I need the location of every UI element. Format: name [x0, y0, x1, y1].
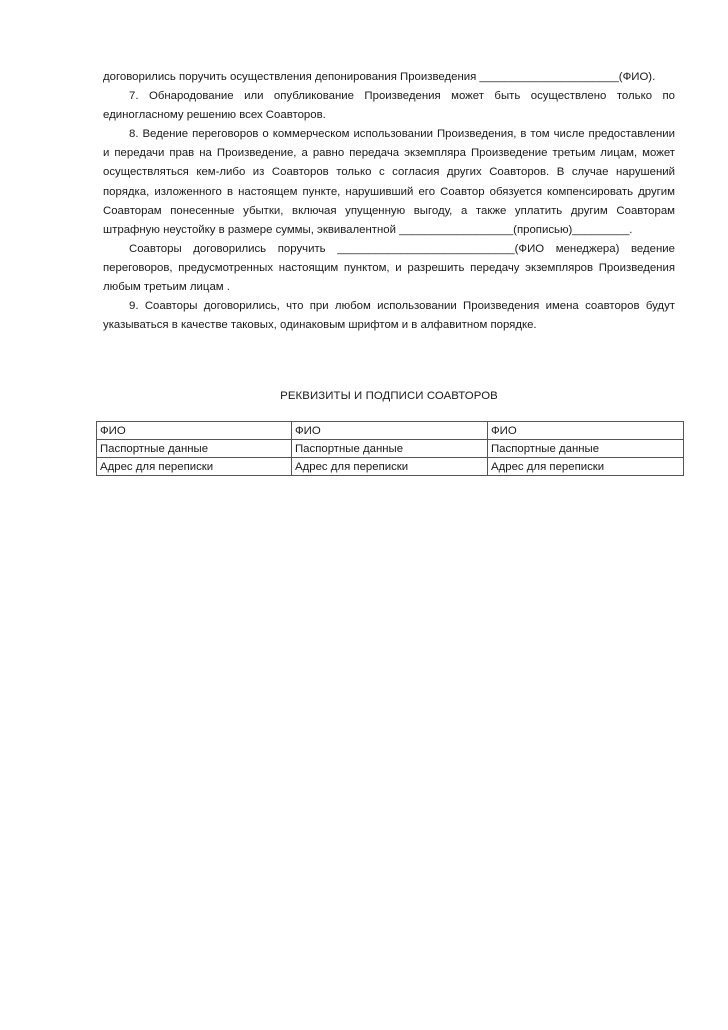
table-cell-fio: ФИО [488, 422, 684, 440]
table-cell-passport: Паспортные данные [97, 440, 292, 458]
paragraph-manager-assignment: Соавторы договорились поручить ____________________________(ФИО менеджера) ведение переговоров, предусмотренных настоящим пунктом, и разрешить передачу экземпляров Произведения любым третьим лицам . [103, 242, 675, 294]
table-cell-fio: ФИО [292, 422, 488, 440]
table-cell-address: Адрес для переписки [292, 458, 488, 476]
table-row [97, 422, 684, 440]
paragraph-deposit: договорились поручить осуществления депонирования Произведения ______________________(ФИО). [103, 71, 656, 83]
table-cell-address: Адрес для переписки [488, 458, 684, 476]
table-cell-fio: ФИО [97, 422, 292, 440]
signatures-heading: РЕКВИЗИТЫ И ПОДПИСИ СОАВТОРОВ [280, 390, 498, 402]
signatures-table [96, 421, 684, 476]
table-cell-passport: Паспортные данные [292, 440, 488, 458]
contract-text [103, 68, 675, 335]
table-cell-address: Адрес для переписки [97, 458, 292, 476]
table-row [97, 440, 684, 458]
table-row [97, 458, 684, 476]
paragraph-7-publication: 7. Обнародование или опубликование Произведения может быть осуществлено только по единогласному решению всех Соавторов. [103, 90, 675, 122]
paragraph-9-names: 9. Соавторы договорились, что при любом использовании Произведения имена соавторов будут указываться в качестве таковых, одинаковым шрифтом и в алфавитном порядке. [103, 300, 675, 332]
table-cell-passport: Паспортные данные [488, 440, 684, 458]
paragraph-8-negotiations: 8. Ведение переговоров о коммерческом использовании Произведения, в том числе предоставлении и передачи прав на Произведение, а равно передача экземпляра Произведение третьим лицам, может осуществляться кем-либо из Соавторов только с согласия других Соавторов. В случае нарушений порядка, изложенного в настоящем пункте, нарушивший его Соавтор обязуется компенсировать другим Соавторам понесенные убытки, включая упущенную выгоду, а также уплатить другим Соавторам штрафную неустойку в размере суммы, эквивалентной __________________(прописью)_________. [103, 128, 675, 236]
